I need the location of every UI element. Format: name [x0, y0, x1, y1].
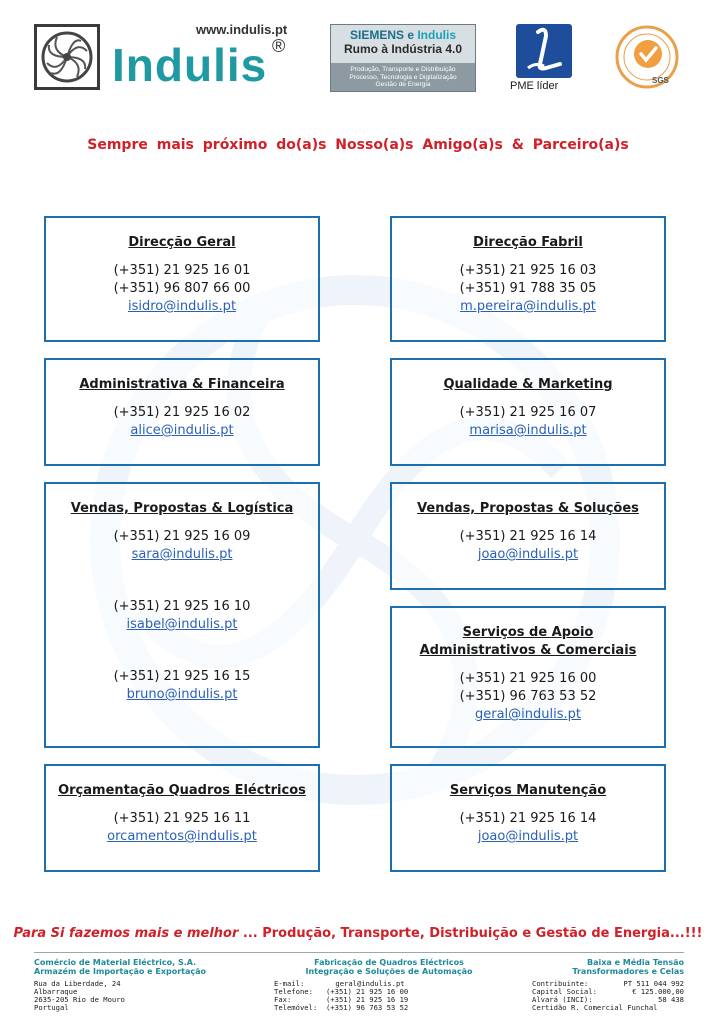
sgs-label: SGS: [652, 76, 669, 85]
contact-key: Fax:: [274, 995, 292, 1004]
card-title: Direcção Geral: [128, 235, 236, 250]
siemens-sub3: Gestão de Energia: [375, 81, 431, 88]
phone-number: (+351) 96 763 53 52: [459, 689, 597, 704]
phone-number: (+351) 91 788 35 05: [459, 281, 597, 296]
card-administrativa-financeira: [44, 358, 320, 466]
phone-number: (+351) 21 925 16 11: [113, 811, 251, 826]
email-link[interactable]: bruno@indulis.pt: [126, 687, 238, 702]
card-title: Vendas, Propostas & Soluções: [417, 501, 639, 516]
address-line: 2635-205 Rio de Mouro: [34, 995, 125, 1004]
phone-number: (+351) 21 925 16 10: [113, 599, 251, 614]
card-title: Serviços Manutenção: [449, 783, 607, 798]
siemens-sub2: Processo, Tecnologia e Digitalização: [349, 73, 457, 81]
pme-lider-logo: [516, 24, 572, 78]
card-direccao-fabril: [390, 216, 666, 342]
registered-mark: ®: [272, 36, 286, 56]
card-title: Direcção Fabril: [473, 235, 583, 250]
contact-key: Telemóvel:: [274, 1003, 318, 1012]
slogan-rest: ... Produção, Transporte, Distribuição e Gestão de Energia...!!!: [238, 926, 703, 941]
pme-l-icon: [516, 24, 572, 78]
phone-number: (+351) 21 925 16 09: [113, 529, 251, 544]
footer-company-column: [34, 958, 264, 1012]
legal-line: Certidão R. Comercial Funchal: [532, 1003, 658, 1012]
contact-value: (+351) 21 925 16 00: [326, 987, 409, 996]
phone-number: (+351) 96 807 66 00: [113, 281, 251, 296]
email-link[interactable]: isidro@indulis.pt: [127, 299, 237, 314]
brand-logo-text: Indulis: [112, 39, 268, 91]
phone-number: (+351) 21 925 16 14: [459, 529, 597, 544]
legal-value: PT 511 044 992: [623, 979, 684, 988]
address-line: Portugal: [34, 1003, 69, 1012]
email-link[interactable]: alice@indulis.pt: [130, 423, 234, 438]
card-title: Administrativa & Financeira: [79, 377, 285, 392]
card-direccao-geral: [44, 216, 320, 342]
slogan: [0, 926, 716, 941]
sgs-seal-icon: [612, 24, 682, 90]
email-link[interactable]: joao@indulis.pt: [477, 829, 579, 844]
email-link[interactable]: isabel@indulis.pt: [126, 617, 238, 632]
contact-key: Telefone:: [274, 987, 313, 996]
card-title: Serviços de Apoio: [462, 625, 594, 640]
phone-number: (+351) 21 925 16 02: [113, 405, 251, 420]
sgs-certification-seal: [612, 24, 682, 90]
email-link[interactable]: m.pereira@indulis.pt: [460, 299, 596, 314]
footer-divider: [34, 952, 684, 953]
email-link[interactable]: orcamentos@indulis.pt: [107, 829, 257, 844]
email-link[interactable]: sara@indulis.pt: [131, 547, 233, 562]
phone-number: (+351) 21 925 16 14: [459, 811, 597, 826]
website-url[interactable]: www.indulis.pt: [196, 22, 288, 37]
siemens-line1-b: Indulis: [417, 28, 457, 42]
footer-legal-column: [532, 958, 684, 1012]
address-line: Albarraque: [34, 987, 78, 996]
contact-email[interactable]: geral@indulis.pt: [335, 979, 405, 988]
email-link[interactable]: geral@indulis.pt: [475, 707, 581, 722]
footer-heading: Comércio de Material Eléctrico, S.A.: [34, 958, 197, 967]
siemens-partnership-banner: [330, 24, 476, 92]
address-line: Rua da Liberdade, 24: [34, 979, 121, 988]
siemens-line2: Rumo à Indústria 4.0: [343, 42, 463, 56]
fan-icon: [37, 27, 97, 87]
phone-number: (+351) 21 925 16 01: [113, 263, 251, 278]
card-vendas-solucoes: [390, 482, 666, 590]
footer-heading: Fabricação de Quadros Eléctricos: [314, 958, 464, 967]
siemens-line1-a: SIEMENS e: [349, 28, 418, 42]
card-title: Vendas, Propostas & Logística: [70, 501, 294, 516]
card-title: Orçamentação Quadros Eléctricos: [58, 783, 306, 798]
phone-number: (+351) 21 925 16 00: [459, 671, 597, 686]
card-servicos-apoio: [390, 606, 666, 748]
email-link[interactable]: marisa@indulis.pt: [469, 423, 587, 438]
contact-key: E-mail:: [274, 979, 305, 988]
phone-number: (+351) 21 925 16 07: [459, 405, 597, 420]
phone-number: (+351) 21 925 16 15: [113, 669, 251, 684]
card-title: Administrativos & Comerciais: [419, 643, 637, 658]
card-vendas-logistica: [44, 482, 320, 748]
footer-heading: Baixa e Média Tensão: [586, 958, 684, 967]
phone-number: (+351) 21 925 16 03: [459, 263, 597, 278]
legal-key: Contribuinte:: [532, 979, 589, 988]
card-orcamentacao: [44, 764, 320, 872]
card-title: Qualidade & Marketing: [443, 377, 613, 392]
footer-heading: Transformadores e Celas: [572, 967, 684, 976]
contact-value: (+351) 96 763 53 52: [326, 1003, 409, 1012]
pme-lider-label: PME líder: [510, 80, 559, 92]
legal-key: Alvará (INCI):: [532, 995, 593, 1004]
indulis-emblem-logo: [34, 24, 100, 90]
legal-value: 58 438: [658, 995, 684, 1004]
siemens-sub1: Produção, Transporte e Distribuição: [350, 66, 456, 73]
email-link[interactable]: joao@indulis.pt: [477, 547, 579, 562]
tagline: Sempre mais próximo do(a)s Nosso(a)s Amigo(a)s & Parceiro(a)s: [87, 137, 629, 153]
contact-value: (+351) 21 925 16 19: [326, 995, 409, 1004]
footer-heading: Integração e Soluções de Automação: [305, 967, 473, 976]
card-servicos-manutencao: [390, 764, 666, 872]
footer-heading: Armazém de Importação e Exportação: [34, 967, 206, 976]
legal-key: Capital Social:: [532, 987, 597, 996]
slogan-italic: Para Si fazemos mais e melhor: [13, 926, 239, 941]
footer-contact-column: [274, 958, 504, 1012]
legal-value: € 125.000,00: [632, 987, 684, 996]
card-qualidade-marketing: [390, 358, 666, 466]
